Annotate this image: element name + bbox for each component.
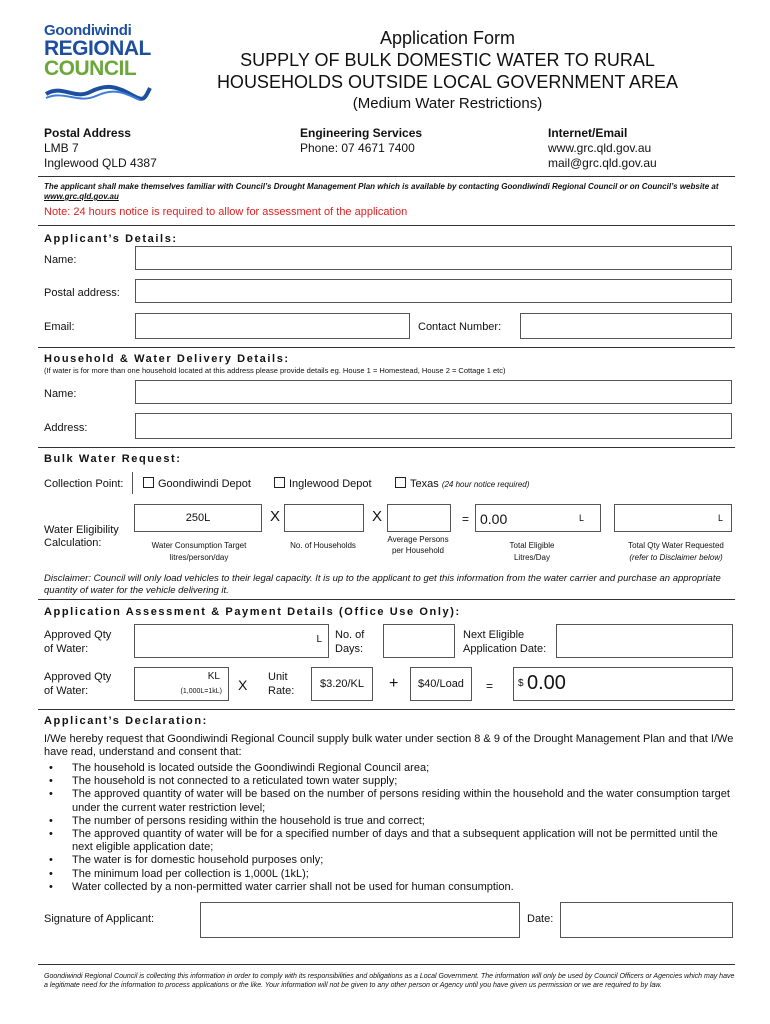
- declaration-item: • The household is located outside the Goondiwindi Regional Council area;: [44, 762, 734, 775]
- divider: [38, 599, 735, 600]
- applicant-name-input[interactable]: [135, 246, 732, 270]
- logo-line1: Goondiwindi: [44, 22, 132, 39]
- eligibility-label-line1: Water Eligibility: [44, 524, 119, 536]
- total-eligible-unit: L: [578, 513, 584, 523]
- notice-text: The applicant shall make themselves familiar with Council’s Drought Management Plan which is available by contacting Goondiwindi Regional Council or on Council’s website at: [44, 182, 719, 191]
- collection-point-label: Collection Point:: [44, 478, 124, 490]
- household-name-input[interactable]: [135, 380, 732, 404]
- inglewood-label: Inglewood Depot: [289, 478, 372, 490]
- load-fee-field: $40/Load: [410, 667, 472, 701]
- privacy-footer: Goondiwindi Regional Council is collecting this information in order to comply with its responsibilities and obligations as a Local Government. The information will only be used by Council Officers or Agencies which may have a legitimate need for the information to process applications or the like. Your information will not be given to any other person or Agency until you have given us permission or we are required to by law.: [44, 973, 735, 989]
- household-address-input[interactable]: [135, 413, 732, 439]
- option-goondiwindi-depot[interactable]: [143, 477, 251, 490]
- declaration-item: • Water collected by a non-permitted water carrier shall not be used for human consumption.: [44, 881, 734, 894]
- divider: [38, 176, 735, 177]
- unit-rate-field: $3.20/KL: [311, 667, 373, 701]
- total-eligible-value: 0.00: [480, 511, 508, 527]
- signature-label: Signature of Applicant:: [44, 913, 155, 925]
- multiply-sign: X: [372, 508, 383, 525]
- kl-conversion-note: (1,000L=1kL): [180, 688, 222, 695]
- household-details-heading: Household & Water Delivery Details:: [44, 353, 290, 365]
- declaration-item: • The household is not connected to a reticulated town water supply;: [44, 775, 734, 788]
- texas-checkbox[interactable]: [395, 477, 406, 488]
- declaration-heading: Applicant’s Declaration:: [44, 715, 208, 727]
- avg-persons-input[interactable]: [387, 504, 451, 532]
- texas-note: (24 hour notice required): [441, 480, 530, 489]
- engineering-heading: Engineering Services: [300, 126, 423, 140]
- plus-sign: +: [389, 675, 399, 692]
- divider: [38, 709, 735, 710]
- internet-block: [548, 126, 657, 171]
- declaration-item: • The minimum load per collection is 1,000L (1kL);: [44, 868, 734, 881]
- divider: [38, 225, 735, 226]
- signature-input[interactable]: [200, 902, 520, 938]
- form-subtitle-line2: HOUSEHOLDS OUTSIDE LOCAL GOVERNMENT AREA: [216, 72, 679, 92]
- requested-caption-line2: (refer to Disclaimer below): [629, 553, 723, 562]
- postal-address-block: [44, 126, 157, 171]
- option-texas[interactable]: [395, 477, 529, 490]
- contact-number-label: Contact Number:: [418, 321, 502, 333]
- assessment-heading: Application Assessment & Payment Details (Office Use Only):: [44, 606, 461, 618]
- postal-line1: LMB 7: [44, 141, 79, 155]
- eligibility-label: [44, 524, 119, 550]
- declaration-item: • The approved quantity of water will be based on the number of persons residing within the household and the water consumption target under the current water restriction level;: [44, 788, 734, 814]
- collection-divider: [132, 472, 134, 494]
- applicant-details-heading: Applicant’s Details:: [44, 233, 178, 245]
- kl-unit: KL: [207, 671, 220, 682]
- declaration-item: • The approved quantity of water will be for a specified number of days and that a subsequent application will not be permitted until the next eligible application date;: [44, 828, 734, 854]
- date-label: Date:: [527, 913, 554, 925]
- eligibility-label-line2: Calculation:: [44, 537, 102, 549]
- divider: [38, 964, 735, 965]
- next-eligible-label: [463, 628, 546, 656]
- website-link[interactable]: www.grc.qld.gov.au: [548, 141, 652, 155]
- days-label-line2: Days:: [335, 643, 364, 655]
- applicant-name-label: Name:: [44, 254, 77, 266]
- eligible-caption: Total Eligible Litres/Day: [509, 541, 555, 562]
- multiply-sign: X: [270, 508, 281, 525]
- equals-sign: =: [486, 679, 494, 693]
- approved-kl-input[interactable]: [134, 667, 229, 701]
- qty-requested-input[interactable]: [614, 504, 732, 532]
- bulk-water-heading: Bulk Water Request:: [44, 453, 182, 465]
- internet-heading: Internet/Email: [548, 126, 628, 140]
- currency-symbol: $: [518, 678, 524, 689]
- total-eligible-field: [475, 504, 601, 532]
- declaration-item: • The water is for domestic household purposes only;: [44, 854, 734, 867]
- declaration-item: • The number of persons residing within the household is true and correct;: [44, 815, 734, 828]
- date-input[interactable]: [560, 902, 733, 938]
- postal-address-input[interactable]: [135, 279, 732, 303]
- avg-persons-caption: Average Persons per Household: [387, 535, 449, 555]
- postal-line2: Inglewood QLD 4387: [44, 156, 157, 170]
- declaration-list: [44, 762, 734, 894]
- unit-rate-label: [268, 670, 294, 698]
- equals-sign: =: [462, 512, 470, 526]
- total-payment-field: [513, 667, 733, 701]
- households-input[interactable]: [284, 504, 364, 532]
- declaration-intro: I/We hereby request that Goondiwindi Regional Council supply bulk water under section 8 & 9 of the Drought Management Plan and that I/We have read, understand and consent that:: [44, 733, 734, 759]
- divider: [38, 447, 735, 448]
- option-inglewood-depot[interactable]: [274, 477, 372, 490]
- form-title: Application Form: [379, 28, 516, 48]
- household-address-label: Address:: [44, 422, 88, 434]
- requested-caption-line1: Total Qty Water Requested: [628, 541, 724, 550]
- days-input[interactable]: [383, 624, 455, 658]
- next-eligible-line2: Application Date:: [463, 643, 547, 655]
- council-website-link[interactable]: www.grc.qld.gov.au: [44, 192, 119, 201]
- approved-qty-line2: of Water:: [44, 643, 89, 655]
- next-eligible-date-input[interactable]: [556, 624, 733, 658]
- goondiwindi-checkbox[interactable]: [143, 477, 154, 488]
- approved-kl-line1: Approved Qty: [44, 671, 112, 683]
- texas-label: Texas: [410, 478, 439, 490]
- email-input[interactable]: [135, 313, 410, 339]
- household-note: (If water is for more than one household located at this address please provide details eg. House 1 = Homestead, House 2 = Cottage 1 etc): [44, 366, 506, 375]
- approved-qty-kl-label: [44, 670, 111, 698]
- goondiwindi-label: Goondiwindi Depot: [158, 478, 251, 490]
- total-payment-value: 0.00: [527, 672, 566, 694]
- divider: [38, 347, 735, 348]
- household-name-label: Name:: [44, 388, 77, 400]
- logo-line2: REGIONAL: [44, 37, 151, 60]
- postal-address-label: Postal address:: [44, 287, 120, 299]
- unit-rate-line2: Rate:: [268, 685, 295, 697]
- next-eligible-line1: Next Eligible: [463, 629, 525, 641]
- restriction-level: (Medium Water Restrictions): [352, 95, 543, 112]
- disclaimer: Disclaimer: Council will only load vehicles to their legal capacity. It is up to the applicant to get this information from the water carrier and purchase an appropriate quantity of water for the vehicle delivering it.: [44, 573, 721, 596]
- form-subtitle-line1: SUPPLY OF BULK DOMESTIC WATER TO RURAL: [240, 50, 655, 70]
- approved-qty-unit: L: [316, 634, 322, 645]
- days-label: [335, 628, 364, 656]
- approved-qty-line1: Approved Qty: [44, 629, 112, 641]
- notice-note: Note: 24 hours notice is required to allow for assessment of the application: [44, 206, 408, 218]
- engineering-phone: Phone: 07 4671 7400: [300, 141, 415, 155]
- approved-kl-line2: of Water:: [44, 685, 89, 697]
- households-caption: No. of Households: [290, 541, 356, 550]
- consumption-target-field: 250L: [134, 504, 262, 532]
- days-label-line1: No. of: [335, 629, 365, 641]
- river-swoosh-icon: [44, 80, 154, 106]
- engineering-block: [300, 126, 422, 156]
- target-caption: Water Consumption Target litres/person/day: [151, 541, 247, 562]
- unit-rate-line1: Unit: [268, 671, 288, 683]
- postal-heading: Postal Address: [44, 126, 131, 140]
- email-link[interactable]: mail@grc.qld.gov.au: [548, 156, 657, 170]
- requested-caption: [614, 540, 738, 564]
- email-label: Email:: [44, 321, 75, 333]
- approved-qty-label: [44, 628, 111, 656]
- drought-plan-notice: [44, 182, 734, 202]
- contact-number-input[interactable]: [520, 313, 732, 339]
- council-logo: [44, 22, 154, 108]
- inglewood-checkbox[interactable]: [274, 477, 285, 488]
- approved-qty-input[interactable]: [134, 624, 329, 658]
- logo-line3: COUNCIL: [44, 57, 137, 80]
- qty-requested-unit: L: [717, 513, 723, 523]
- multiply-sign: X: [238, 677, 248, 693]
